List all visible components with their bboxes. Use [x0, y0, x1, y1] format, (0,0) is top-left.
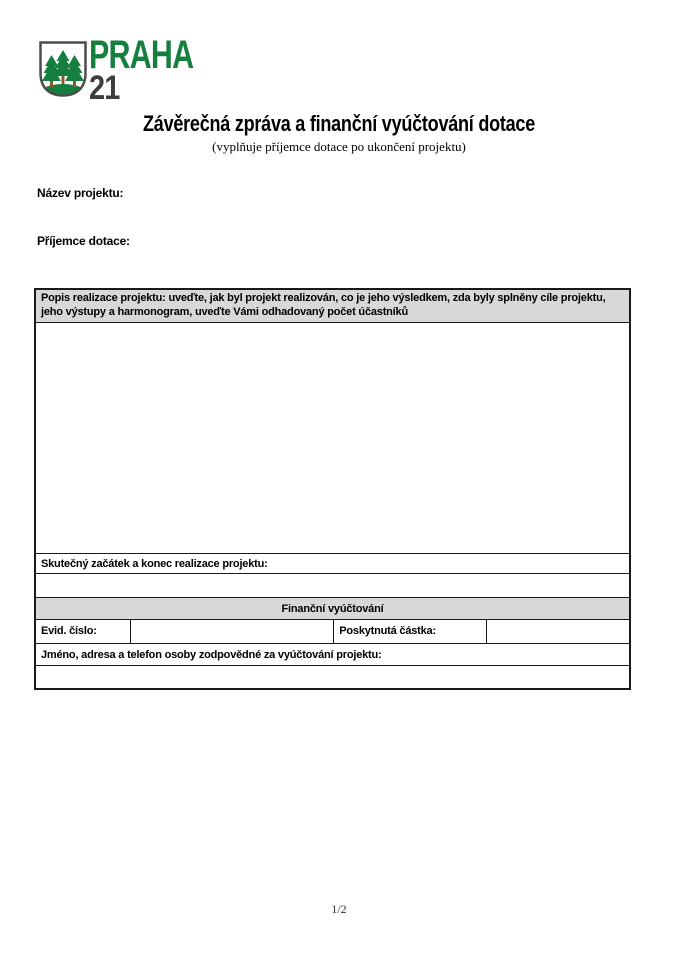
report-table: [34, 288, 631, 690]
page-number: 1/2: [331, 902, 347, 916]
description-input-area[interactable]: [36, 323, 629, 554]
project-name-field[interactable]: [140, 186, 620, 202]
responsible-person-label: Jméno, adresa a telefon osoby zodpovědné za vyúčtování projektu:: [36, 644, 629, 666]
recipient-field[interactable]: [140, 234, 620, 250]
praha21-coat-of-arms-icon: [38, 40, 88, 98]
granted-amount-label: Poskytnutá částka:: [334, 620, 487, 643]
title-block: [0, 111, 678, 155]
project-name-label: Název projektu:: [37, 186, 124, 200]
description-header-cell: Popis realizace projektu: uveďte, jak byl projekt realizován, co je jeho výsledkem, zda byly splněny cíle projektu, jeho výstupy a harmonogram, uveďte Vámi odhadovaný počet účastníků: [36, 290, 629, 323]
recipient-label: Příjemce dotace:: [37, 234, 130, 248]
dates-input-area[interactable]: [36, 574, 629, 598]
evid-number-field[interactable]: [131, 620, 334, 643]
financial-section-header: Finanční vyúčtování: [36, 598, 629, 620]
evid-number-label: Evid. číslo:: [36, 620, 131, 643]
document-subtitle: (vyplňuje příjemce dotace po ukončení projektu): [212, 139, 466, 154]
praha21-logo: [38, 33, 226, 107]
dates-label-cell: Skutečný začátek a konec realizace projektu:: [36, 554, 629, 574]
granted-amount-field[interactable]: [487, 620, 629, 643]
logo-district-number: 21: [89, 69, 120, 107]
document-title: Závěrečná zpráva a finanční vyúčtování dotace: [143, 111, 535, 136]
logo-brand-text: PRAHA: [89, 33, 194, 77]
responsible-person-field[interactable]: [36, 666, 629, 688]
evid-row: [36, 620, 629, 644]
